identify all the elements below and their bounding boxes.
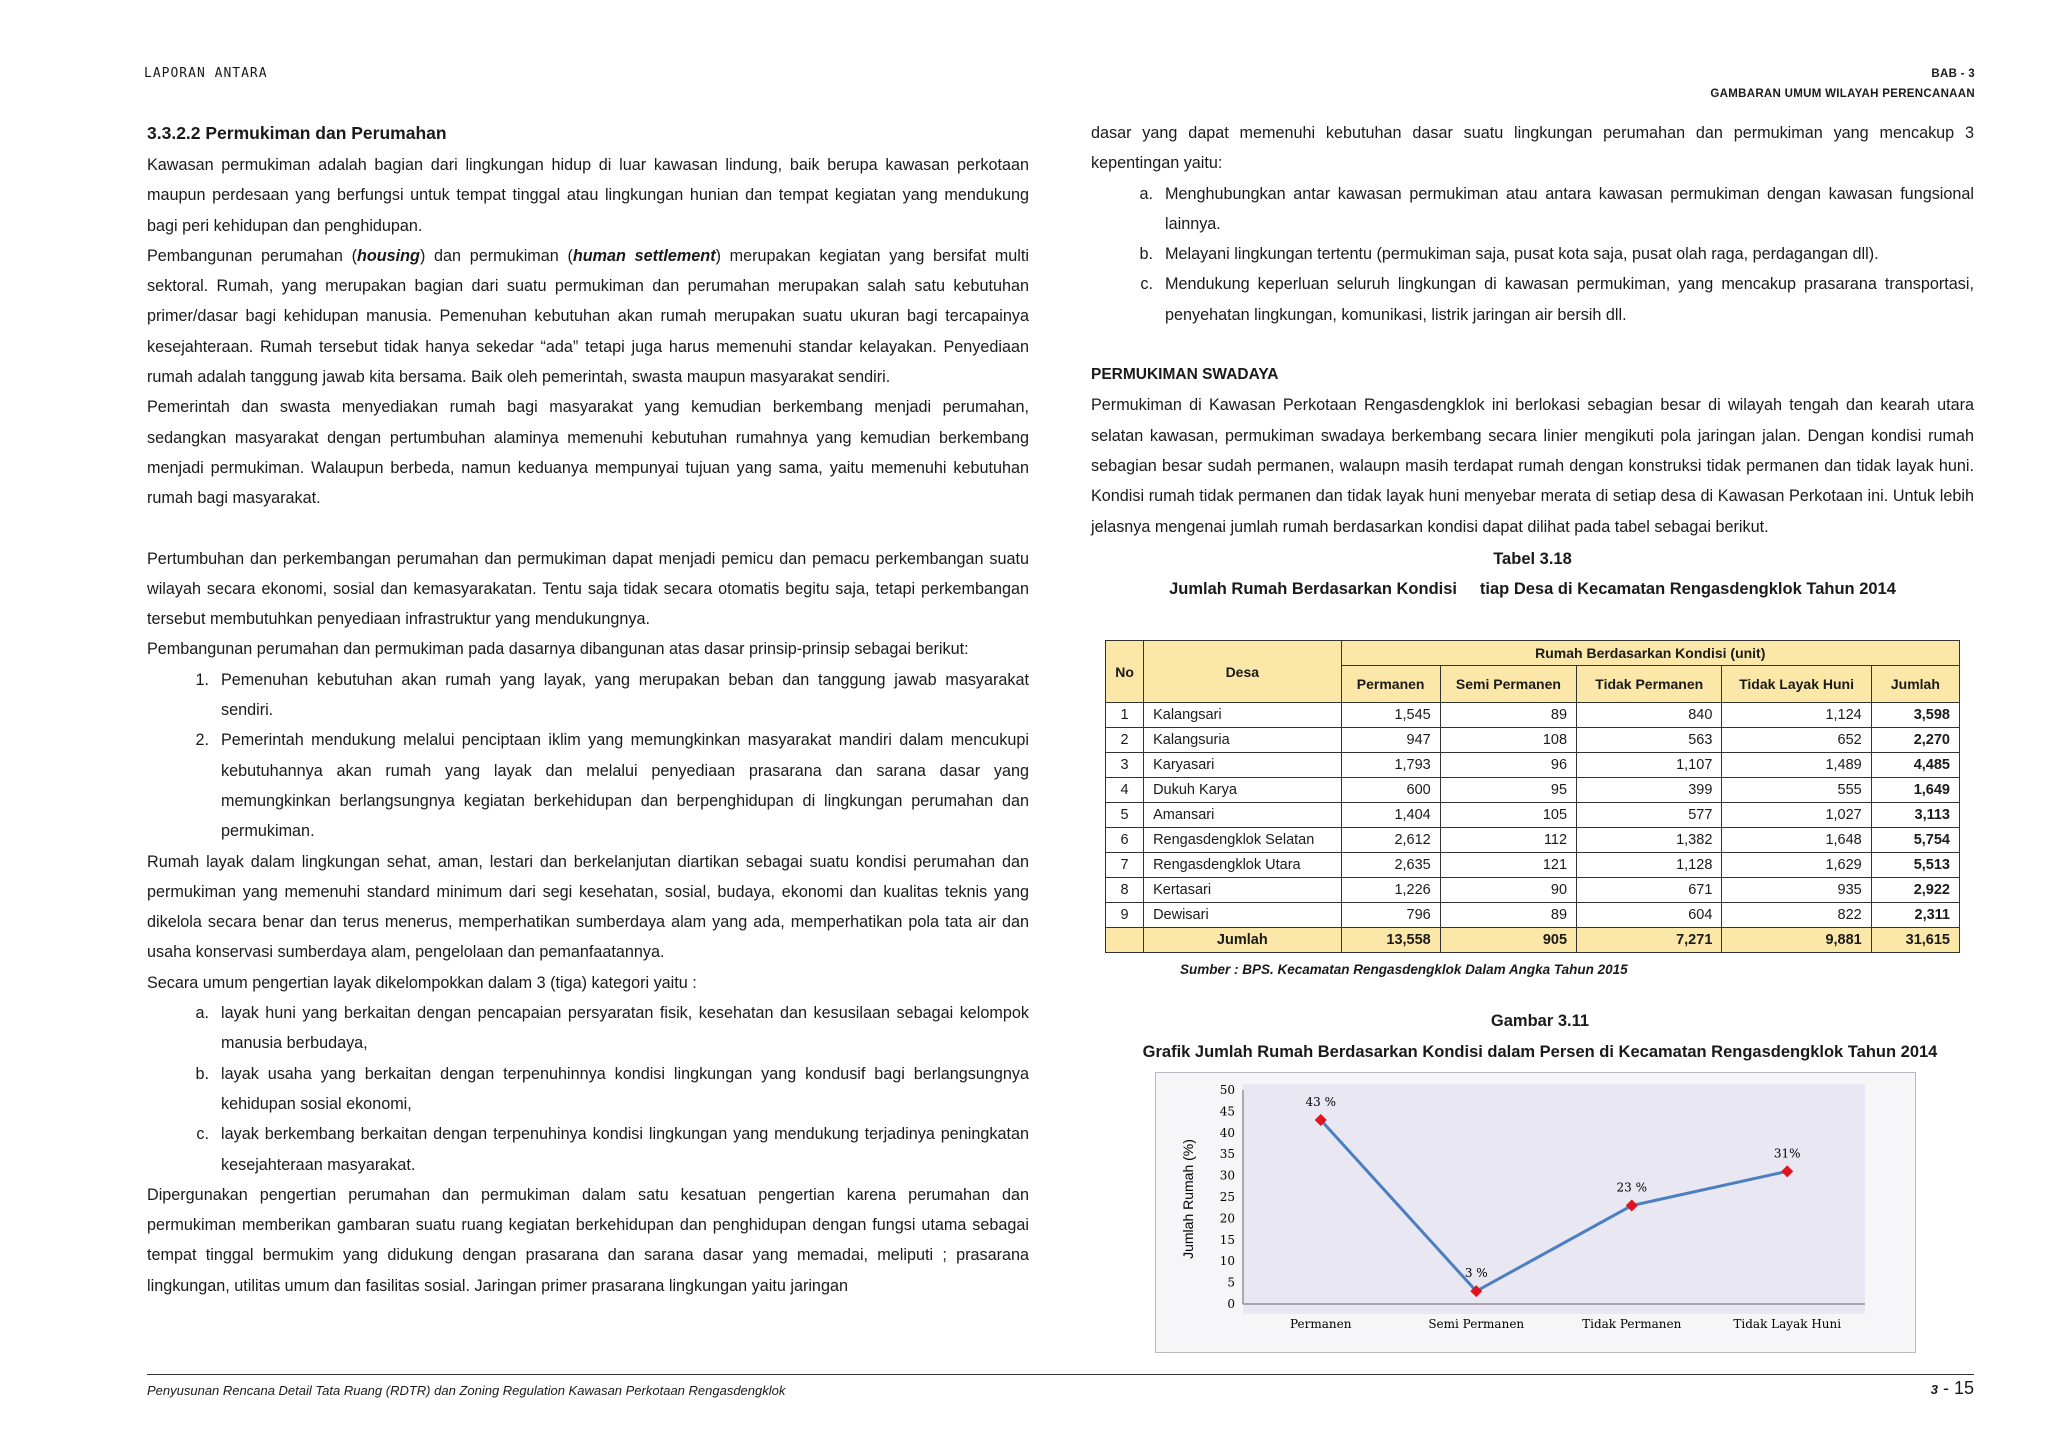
x-tick-label: Tidak Layak Huni — [1733, 1317, 1842, 1331]
paragraph: Pembangunan perumahan (housing) dan permukiman (human settlement) merupakan kegiatan yang bersifat multi sektoral. Rumah, yang merupakan bagian dari suatu permukiman dan perumahan merupakan salah satu kebutuhan primer/dasar bagi kehidupan manusia. Pemenuhan kebutuhan akan rumah merupakan suatu ukuran bagi tercapainya kesejahteraan. Rumah tersebut tidak hanya sekedar “ada” tetapi juga harus memenuhi standar kelayakan. Penyediaan rumah adalah tanggung jawab kita bersama. Baik oleh pemerintah, swasta maupun masyarakat sendiri. — [147, 246, 1029, 387]
cell-value: 112 — [1440, 828, 1576, 853]
desa-name: Kalangsari — [1144, 703, 1341, 728]
line-chart — [1155, 1072, 1916, 1353]
row-number: 6 — [1106, 828, 1144, 853]
interests-list — [1091, 179, 1974, 330]
row-number: 8 — [1106, 878, 1144, 903]
desa-name: Karyasari — [1144, 753, 1341, 778]
table-row — [1106, 703, 1960, 728]
list-item: c. Mendukung keperluan seluruh lingkungan di kawasan permukiman, yang mencakup prasarana transportasi, penyehatan lingkungan, komunikasi, listrik jaringan air bersih dll. — [1140, 275, 1974, 324]
term-human-settlement: human settlement — [572, 246, 716, 265]
cell-value: 121 — [1440, 853, 1576, 878]
list-item: b. Melayani lingkungan tertentu (permukiman saja, pusat kota saja, pusat olah raga, perdagangan dll). — [1139, 245, 1879, 264]
table-title: Jumlah Rumah Berdasarkan Kondisi tiap Desa di Kecamatan Rengasdengklok Tahun 2014 — [1169, 580, 1896, 599]
cell-value: 108 — [1440, 728, 1576, 753]
table-row — [1106, 878, 1960, 903]
table-row — [1106, 778, 1960, 803]
y-tick-label: 15 — [1219, 1232, 1235, 1247]
col-header-desa: Desa — [1144, 641, 1341, 703]
y-tick-label: 20 — [1219, 1211, 1235, 1226]
x-tick-label: Tidak Permanen — [1582, 1317, 1682, 1331]
col-header-semi-permanen: Semi Permanen — [1440, 666, 1576, 703]
section-heading: 3.3.2.2 Permukiman dan Perumahan — [147, 123, 447, 143]
cell-value: 3,113 — [1871, 803, 1959, 828]
paragraph: Dipergunakan pengertian perumahan dan permukiman dalam satu kesatuan pengertian karena perumahan dan permukiman memberikan gambaran suatu ruang kegiatan berkehidupan dan penghidupan dengan fungsi utama sebagai tempat tinggal bermukim yang didukung dengan prasarana dan sarana dasar yang memadai, meliputi ; prasarana lingkungan, utilitas umum dan fasilitas sosial. Jaringan primer prasarana lingkungan yaitu jaringan — [147, 1185, 1029, 1295]
desa-name: Kalangsuria — [1144, 728, 1341, 753]
col-header-tidak-layak-huni: Tidak Layak Huni — [1722, 666, 1871, 703]
table-row — [1106, 753, 1960, 778]
desa-name: Dewisari — [1144, 903, 1341, 928]
principles-list — [147, 665, 1029, 847]
cell-value: 1,649 — [1871, 778, 1959, 803]
y-tick-label: 10 — [1219, 1254, 1235, 1269]
cell-value: 796 — [1341, 903, 1440, 928]
paragraph: Permukiman di Kawasan Perkotaan Rengasdengklok ini berlokasi sebagian besar di wilayah tengah dan kearah utara selatan kawasan, permukiman swadaya berkembang secara linier mengikuti pola jaringan jalan. Dengan kondisi rumah sebagian besar sudah permanen, walaupn masih terdapat rumah dengan konstruksi tidak permanen dan tidak layak huni. Kondisi rumah tidak permanen dan tidak layak huni menyebar merata di setiap desa di Kawasan Perkotaan ini. Untuk lebih jelasnya mengenai jumlah rumah berdasarkan kondisi dapat dilihat pada tabel sebagai berikut. — [1091, 396, 1974, 536]
table-row — [1106, 728, 1960, 753]
cell-value: 1,648 — [1722, 828, 1871, 853]
cell-value: 2,612 — [1341, 828, 1440, 853]
cell-value: 822 — [1722, 903, 1871, 928]
paragraph: dasar yang dapat memenuhi kebutuhan dasar suatu lingkungan perumahan dan permukiman yang mencakup 3 kepentingan yaitu: — [1091, 124, 1974, 173]
col-header-tidak-permanen: Tidak Permanen — [1577, 666, 1722, 703]
cell-value: 5,513 — [1871, 853, 1959, 878]
paragraph: Pemerintah dan swasta menyediakan rumah bagi masyarakat yang kemudian berkembang menjadi perumahan, sedangkan masyarakat dengan pertumbuhan alaminya memenuhi kebutuhan rumahnya yang kemudian berkembang menjadi permukiman. Walaupun berbeda, namun keduanya mempunyai tujuan yang sama, yaitu memenuhi kebutuhan rumah bagi masyarakat. — [147, 398, 1029, 508]
footer-rule — [147, 1374, 1974, 1375]
figure-number: Gambar 3.11 — [1490, 1012, 1590, 1030]
desa-name: Rengasdengklok Selatan — [1144, 828, 1341, 853]
data-label: 31% — [1773, 1146, 1801, 1161]
row-number: 7 — [1106, 853, 1144, 878]
plot-area — [1243, 1084, 1865, 1314]
cell-value: 1,404 — [1341, 803, 1440, 828]
col-header-group: Rumah Berdasarkan Kondisi (unit) — [1341, 641, 1959, 666]
table-row — [1106, 828, 1960, 853]
x-tick-label: Semi Permanen — [1428, 1317, 1525, 1331]
table-number: Tabel 3.18 — [1493, 549, 1572, 568]
cell-value: 399 — [1577, 778, 1722, 803]
paragraph: Pertumbuhan dan perkembangan perumahan dan permukiman dapat menjadi pemicu dan pemacu perkembangan suatu wilayah secara ekonomi, sosial dan kemasyarakatan. Tentu saja tidak secara otomatis begitu saja, tetapi perkembangan tersebut membutuhkan penyediaan infrastruktur yang mendukungnya. — [147, 549, 1029, 629]
y-tick-label: 40 — [1219, 1125, 1235, 1140]
term-housing: housing — [356, 246, 420, 265]
cell-value: 1,128 — [1577, 853, 1722, 878]
row-number: 3 — [1106, 753, 1144, 778]
data-label: 23 % — [1616, 1180, 1647, 1195]
chapter-title: GAMBARAN UMUM WILAYAH PERENCANAAN — [1710, 88, 1975, 100]
cell-value: 600 — [1341, 778, 1440, 803]
cell-value: 555 — [1722, 778, 1871, 803]
cell-value: 1,124 — [1722, 703, 1871, 728]
cell-value: 604 — [1577, 903, 1722, 928]
cell-value: 563 — [1577, 728, 1722, 753]
table-row — [1106, 903, 1960, 928]
cell-value: 4,485 — [1871, 753, 1959, 778]
left-column — [147, 118, 1029, 1301]
cell-value: 95 — [1440, 778, 1576, 803]
cell-value: 1,226 — [1341, 878, 1440, 903]
list-item: a. layak huni yang berkaitan dengan pencapaian persyaratan fisik, kesehatan dan kesusilaan sebagai kelompok manusia berbudaya, — [195, 1004, 1029, 1053]
cell-value: 90 — [1440, 878, 1576, 903]
y-tick-label: 45 — [1219, 1104, 1235, 1119]
cell-value: 1,629 — [1722, 853, 1871, 878]
row-number: 2 — [1106, 728, 1144, 753]
cell-value: 840 — [1577, 703, 1722, 728]
y-axis-label: Jumlah Rumah (%) — [1180, 1139, 1196, 1259]
desa-name: Amansari — [1144, 803, 1341, 828]
cell-value: 2,635 — [1341, 853, 1440, 878]
desa-name: Kertasari — [1144, 878, 1341, 903]
cell-value: 5,754 — [1871, 828, 1959, 853]
list-item: 2. Pemerintah mendukung melalui penciptaan iklim yang memungkinkan masyarakat mandiri dalam mencukupi kebutuhannya akan rumah yang layak dan melalui penyediaan prasarana dan sarana dasar yang memungkinkan berlangsungnya kegiatan berkehidupan dan berpenghidupan di lingkungan perumahan dan permukiman. — [195, 731, 1029, 841]
cell-value: 2,922 — [1871, 878, 1959, 903]
data-label: 3 % — [1464, 1266, 1488, 1281]
cell-value: 105 — [1440, 803, 1576, 828]
col-header-no: No — [1106, 641, 1144, 703]
cell-value: 671 — [1577, 878, 1722, 903]
data-label: 43 % — [1305, 1094, 1336, 1109]
row-number: 1 — [1106, 703, 1144, 728]
categories-list — [147, 998, 1029, 1180]
cell-value: 577 — [1577, 803, 1722, 828]
table-row — [1106, 803, 1960, 828]
figure-title: Grafik Jumlah Rumah Berdasarkan Kondisi dalam Persen di Kecamatan Rengasdengklok Tahun 2014 — [1142, 1043, 1938, 1061]
list-item: b. layak usaha yang berkaitan dengan terpenuhinnya kondisi lingkungan yang kondusif bagi berlangsungnya kehidupan sosial ekonomi, — [195, 1064, 1029, 1113]
footer-title: Penyusunan Rencana Detail Tata Ruang (RDTR) dan Zoning Regulation Kawasan Perkotaan Rengasdengklok — [147, 1383, 786, 1398]
row-number: 9 — [1106, 903, 1144, 928]
col-header-permanen: Permanen — [1341, 666, 1440, 703]
cell-value: 1,027 — [1722, 803, 1871, 828]
paragraph: Kawasan permukiman adalah bagian dari lingkungan hidup di luar kawasan lindung, baik berupa kawasan perkotaan maupun perdesaan yang berfungsi untuk tempat tinggal atau lingkungan hunian dan tempat kegiatan yang mendukung bagi peri kehidupan dan penghidupan. — [147, 156, 1029, 235]
right-column — [1091, 118, 1974, 604]
y-tick-label: 25 — [1219, 1190, 1235, 1204]
desa-name: Dukuh Karya — [1144, 778, 1341, 803]
cell-value: 935 — [1722, 878, 1871, 903]
chapter-number: BAB - 3 — [1931, 68, 1975, 80]
cell-value: 2,311 — [1871, 903, 1959, 928]
list-item: a. Menghubungkan antar kawasan permukiman atau antara kawasan permukiman dengan kawasan fungsional lainnya. — [1139, 184, 1974, 233]
x-tick-label: Permanen — [1290, 1317, 1352, 1331]
y-tick-label: 0 — [1227, 1297, 1235, 1311]
cell-value: 1,545 — [1341, 703, 1440, 728]
report-label: LAPORAN ANTARA — [144, 66, 268, 81]
cell-value: 1,793 — [1341, 753, 1440, 778]
y-tick-label: 5 — [1227, 1275, 1235, 1290]
cell-value: 2,270 — [1871, 728, 1959, 753]
cell-value: 89 — [1440, 903, 1576, 928]
housing-condition-table — [1105, 640, 1960, 953]
y-tick-label: 35 — [1219, 1147, 1235, 1162]
table-total-row: Jumlah 13,558 905 7,271 9,881 31,615 — [1106, 928, 1960, 953]
cell-value: 96 — [1440, 753, 1576, 778]
cell-value: 652 — [1722, 728, 1871, 753]
subsection-title: PERMUKIMAN SWADAYA — [1091, 366, 1279, 384]
paragraph: Rumah layak dalam lingkungan sehat, aman, lestari dan berkelanjutan diartikan sebagai suatu kondisi perumahan dan permukiman yang memenuhi standard minimum dari segi kesehatan, sosial, budaya, ekonomi dan kualitas teknis yang dikelola secara benar dan terus menerus, memperhatikan sumberdaya alam yang ada, memperhatikan pola tata air dan usaha konservasi sumberdaya alam, pengelolaan dan pemanfaatannya. — [147, 852, 1029, 962]
cell-value: 3,598 — [1871, 703, 1959, 728]
cell-value: 947 — [1341, 728, 1440, 753]
cell-value: 89 — [1440, 703, 1576, 728]
y-tick-label: 50 — [1219, 1083, 1235, 1097]
cell-value: 1,382 — [1577, 828, 1722, 853]
cell-value: 1,489 — [1722, 753, 1871, 778]
table-row — [1106, 853, 1960, 878]
desa-name: Rengasdengklok Utara — [1144, 853, 1341, 878]
list-item: c. layak berkembang berkaitan dengan terpenuhinya kondisi lingkungan yang mendukung terjadinya peningkatan kesejahteraan masyarakat. — [196, 1125, 1029, 1174]
row-number: 4 — [1106, 778, 1144, 803]
table-source: Sumber : BPS. Kecamatan Rengasdengklok Dalam Angka Tahun 2015 — [1180, 962, 1628, 977]
col-header-jumlah: Jumlah — [1871, 666, 1959, 703]
row-number: 5 — [1106, 803, 1144, 828]
paragraph: Secara umum pengertian layak dikelompokkan dalam 3 (tiga) kategori yaitu : — [147, 973, 697, 992]
paragraph: Pembangunan perumahan dan permukiman pada dasarnya dibangunan atas dasar prinsip-prinsip sebagai berikut: — [147, 640, 969, 659]
cell-value: 1,107 — [1577, 753, 1722, 778]
page-number: 3 - 15 — [1930, 1378, 1974, 1398]
list-item: 1. Pemenuhan kebutuhan akan rumah yang layak, yang merupakan beban dan tanggung jawab masyarakat sendiri. — [195, 670, 1029, 720]
y-tick-label: 30 — [1219, 1168, 1235, 1183]
chapter-label — [1710, 64, 1975, 104]
